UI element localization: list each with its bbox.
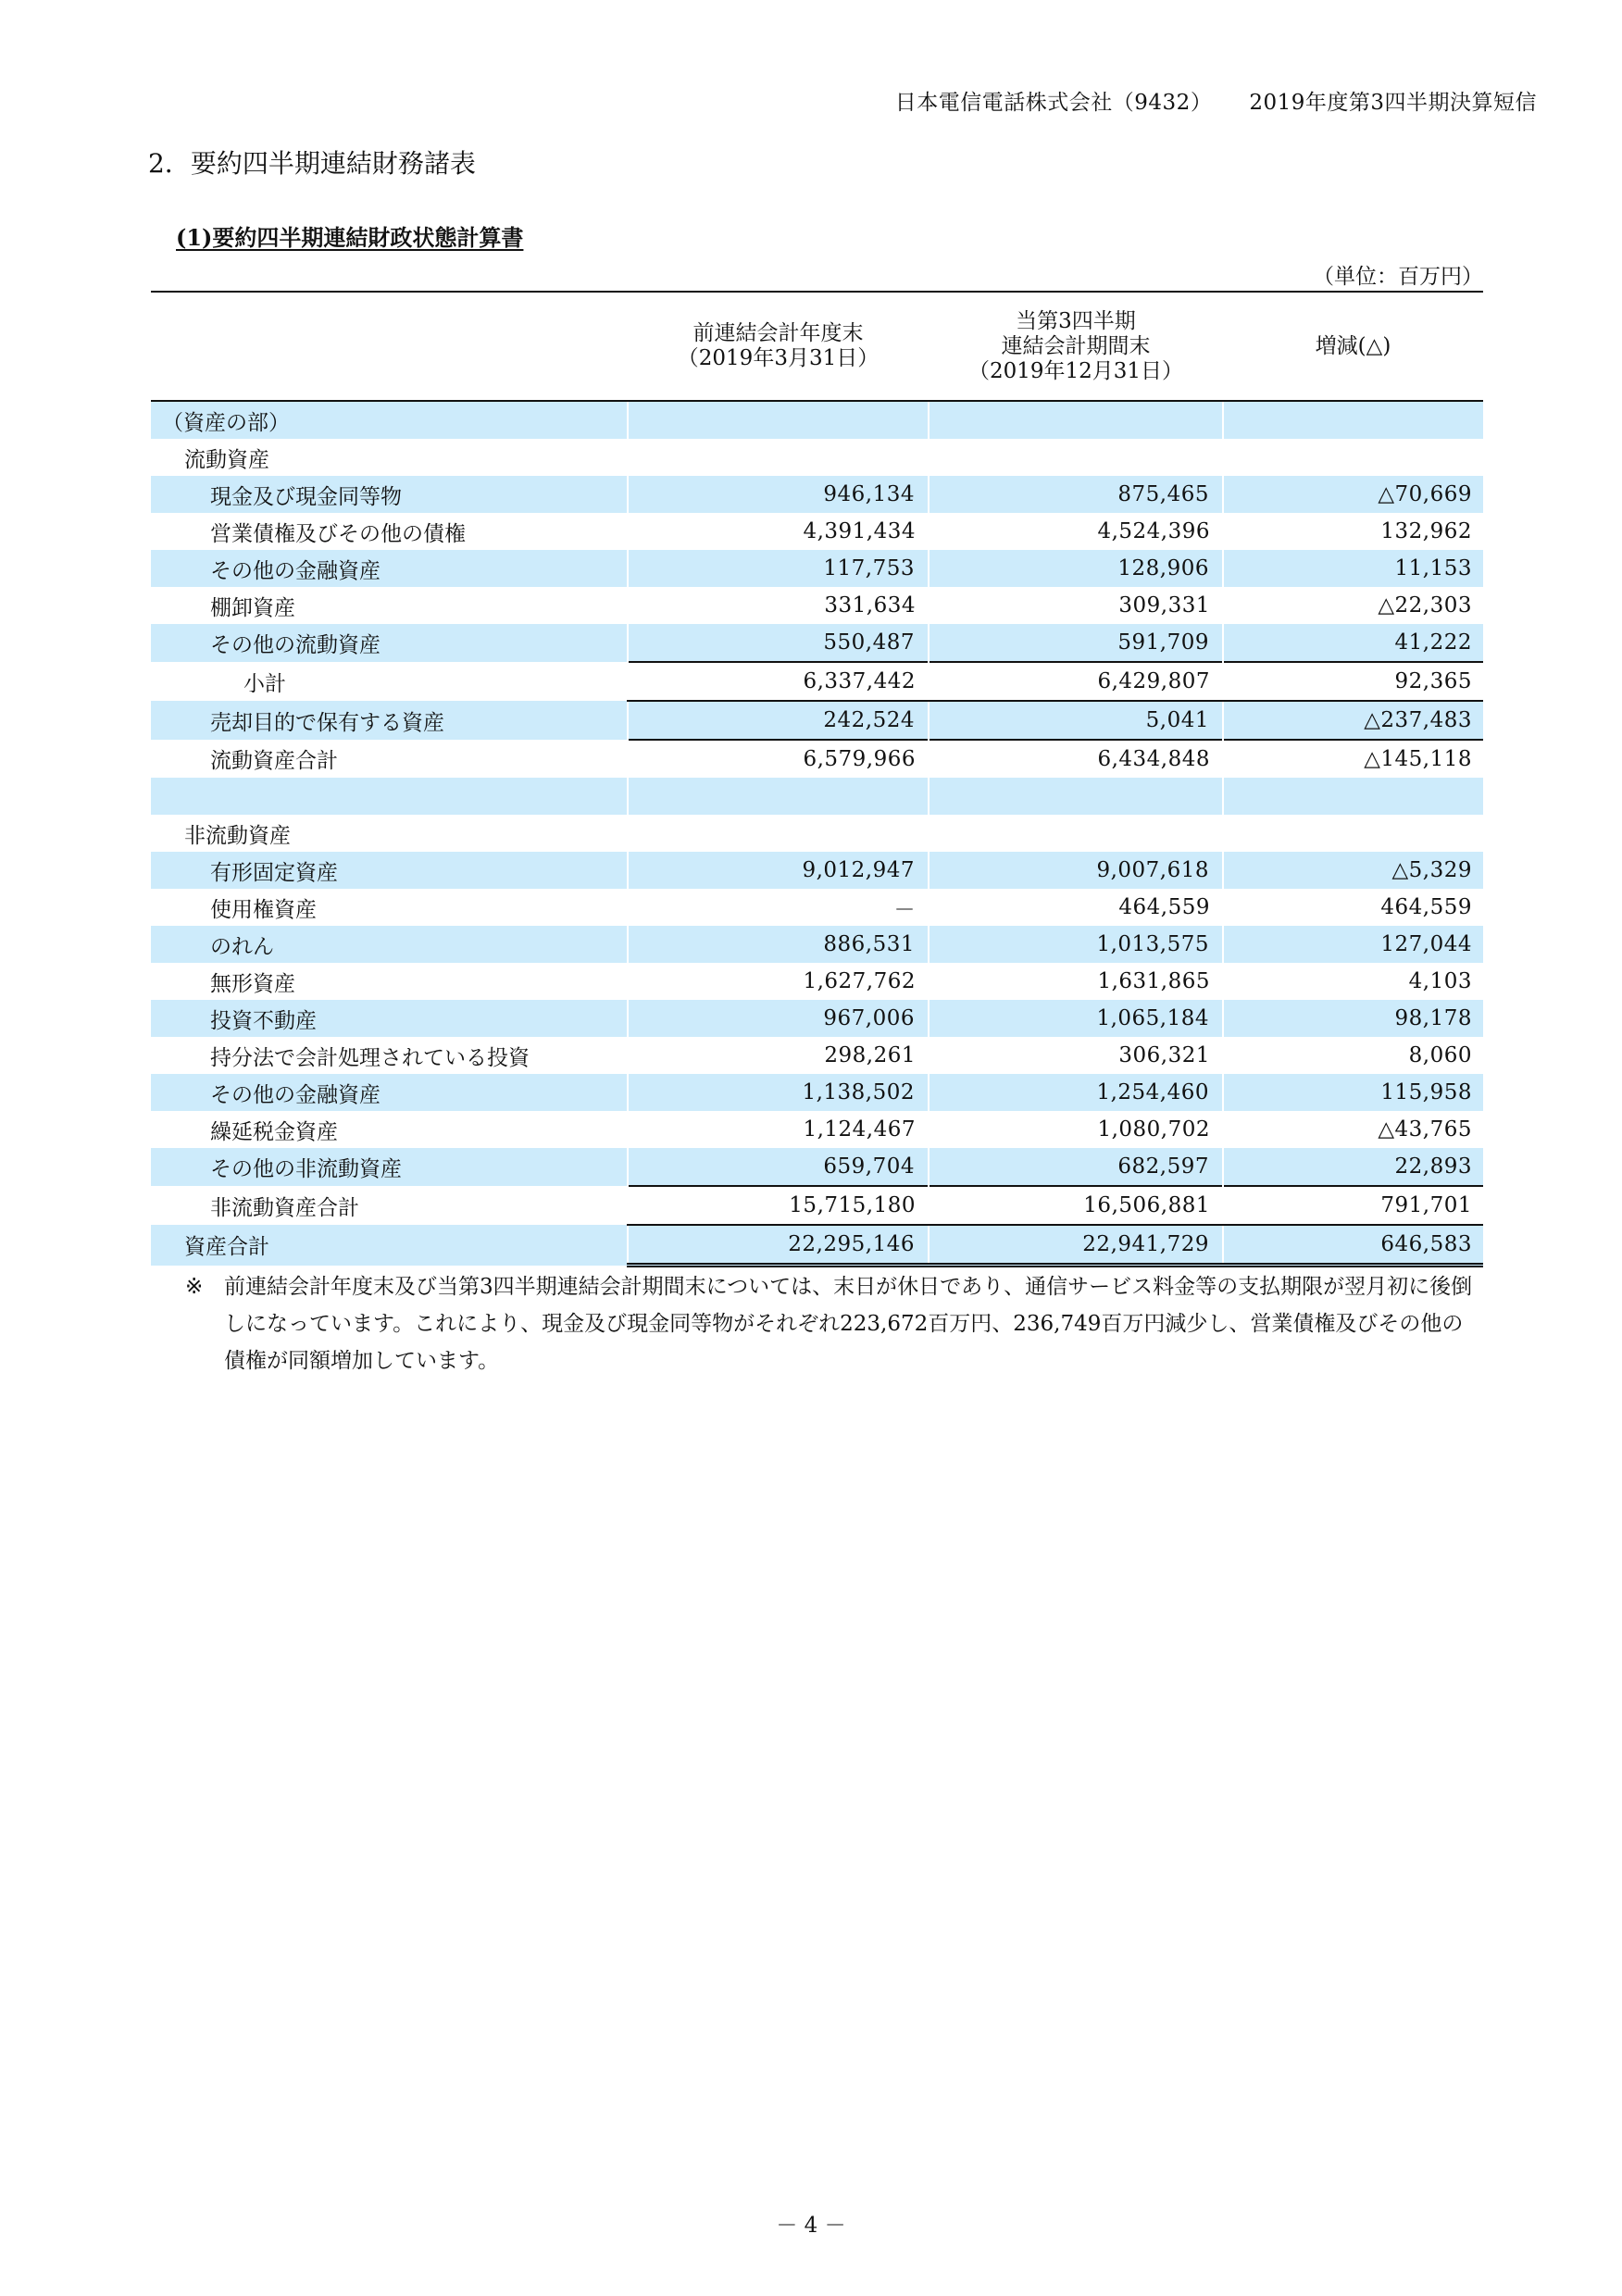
table-row: 非流動資産: [184, 823, 291, 848]
table-row: 流動資産: [184, 447, 269, 472]
section-title: 2．要約四半期連結財務諸表: [148, 148, 476, 179]
table-row: 現金及び現金同等物 946,134 875,465 △70,669: [151, 476, 1483, 513]
unit-label: （単位：百万円）: [1313, 265, 1483, 289]
table-row: その他の流動資産 550,487 591,709 41,222: [151, 624, 1483, 662]
current-assets-total-row: 流動資産合計 6,579,966 6,434,848 △145,118: [151, 740, 1483, 778]
statement-title: (1)要約四半期連結財政状態計算書: [176, 224, 524, 251]
company-name: 日本電信電話株式会社（9432）: [894, 91, 1213, 115]
report-name: 2019年度第3四半期決算短信: [1249, 91, 1537, 115]
table-row: その他の金融資産 117,753 128,906 11,153: [151, 550, 1483, 587]
subtotal-row: 小計 6,337,442 6,429,807 92,365: [151, 662, 1483, 701]
table-row: 持分法で会計処理されている投資 298,261 306,321 8,060: [210, 1043, 1472, 1070]
table-row: その他の金融資産 1,138,502 1,254,460 115,958: [151, 1074, 1483, 1111]
table-row: 使用権資産 － 464,559 464,559: [210, 895, 1472, 922]
table-row: 有形固定資産 9,012,947 9,007,618 △5,329: [151, 852, 1483, 889]
table-row: 無形資産 1,627,762 1,631,865 4,103: [210, 969, 1472, 996]
table-row: のれん 886,531 1,013,575 127,044: [151, 926, 1483, 963]
total-assets-row: 資産合計 22,295,146 22,941,729 646,583: [151, 1225, 1483, 1266]
financial-position-table: [151, 291, 1483, 1267]
diff-column-header: 増減(△): [1223, 292, 1483, 401]
footnote-mark: ※: [185, 1275, 204, 1299]
label-column-header: [151, 292, 628, 401]
page-number: － 4 －: [776, 2214, 846, 2238]
document-header: [895, 85, 1537, 116]
non-current-assets-total-row: 非流動資産合計 15,715,180 16,506,881 791,701: [151, 1186, 1483, 1225]
table-row: 繰延税金資産 1,124,467 1,080,702 △43,765: [210, 1117, 1472, 1144]
table-row: その他の非流動資産 659,704 682,597 22,893: [151, 1148, 1483, 1186]
table-row: 棚卸資産 331,634 309,331 △22,303: [210, 593, 1472, 620]
spacer-row: [151, 778, 1483, 815]
footnote: [185, 1268, 1481, 1379]
table-row: （資産の部）: [151, 401, 1483, 439]
prev-column-header: 前連結会計年度末 （2019年3月31日）: [628, 292, 929, 401]
curr-column-header: 当第3四半期 連結会計期間末 （2019年12月31日）: [929, 292, 1223, 401]
footnote-text: 前連結会計年度末及び当第3四半期連結会計期間末については、末日が休日であり、通信サービス料金等の支払期限が翌月初に後倒しになっています。これにより、現金及び現金同等物がそれぞれ223,672百万円、236,749百万円減少し、営業債権及びその他の債権が同額増加しています。: [224, 1275, 1473, 1373]
table-row: 投資不動産 967,006 1,065,184 98,178: [151, 1000, 1483, 1037]
table-row: 営業債権及びその他の債権 4,391,434 4,524,396 132,962: [210, 519, 1472, 546]
table-header-row: [151, 292, 1483, 401]
table-row: 売却目的で保有する資産 242,524 5,041 △237,483: [151, 701, 1483, 740]
